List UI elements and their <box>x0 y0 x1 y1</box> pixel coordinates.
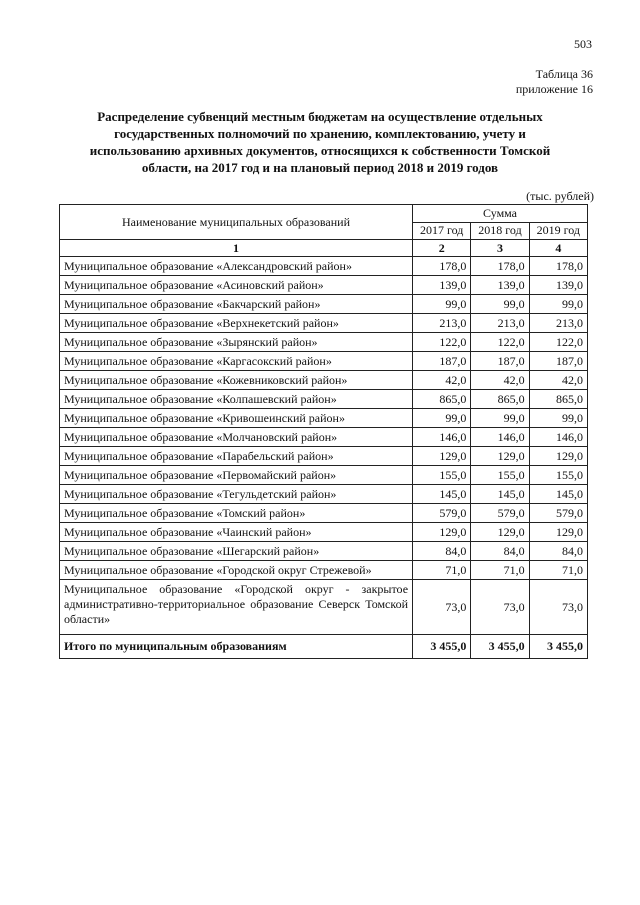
value-2017: 99,0 <box>413 295 471 314</box>
value-2017: 187,0 <box>413 352 471 371</box>
row-name: Муниципальное образование «Шегарский район» <box>60 542 413 561</box>
row-name: Муниципальное образование «Городской округ - закрытое административно-территориальное образование Северск Томской области» <box>60 580 413 635</box>
row-name: Муниципальное образование «Каргасокский район» <box>60 352 413 371</box>
row-name: Муниципальное образование «Тегульдетский район» <box>60 485 413 504</box>
column-number: 1 <box>60 240 413 257</box>
row-name: Муниципальное образование «Кривошеинский район» <box>60 409 413 428</box>
total-2017: 3 455,0 <box>413 635 471 659</box>
value-2019: 42,0 <box>529 371 587 390</box>
table-label: Таблица 36 <box>535 67 593 81</box>
value-2018: 146,0 <box>471 428 529 447</box>
value-2017: 71,0 <box>413 561 471 580</box>
value-2018: 139,0 <box>471 276 529 295</box>
value-2019: 139,0 <box>529 276 587 295</box>
table-row <box>60 390 588 409</box>
row-name: Муниципальное образование «Колпашевский район» <box>60 390 413 409</box>
subsidy-table <box>59 204 588 659</box>
table-row <box>60 466 588 485</box>
row-name: Муниципальное образование «Томский район» <box>60 504 413 523</box>
table-row <box>60 257 588 276</box>
value-2018: 122,0 <box>471 333 529 352</box>
table-row <box>60 314 588 333</box>
header-year-2018: 2018 год <box>471 222 529 240</box>
column-number: 2 <box>413 240 471 257</box>
value-2019: 178,0 <box>529 257 587 276</box>
value-2018: 155,0 <box>471 466 529 485</box>
value-2017: 129,0 <box>413 447 471 466</box>
value-2019: 155,0 <box>529 466 587 485</box>
value-2018: 73,0 <box>471 580 529 635</box>
value-2017: 146,0 <box>413 428 471 447</box>
value-2018: 42,0 <box>471 371 529 390</box>
header-year-2019: 2019 год <box>529 222 587 240</box>
row-name: Муниципальное образование «Верхнекетский район» <box>60 314 413 333</box>
value-2018: 84,0 <box>471 542 529 561</box>
row-name: Муниципальное образование «Асиновский район» <box>60 276 413 295</box>
row-name: Муниципальное образование «Молчановский район» <box>60 428 413 447</box>
value-2017: 579,0 <box>413 504 471 523</box>
value-2019: 99,0 <box>529 295 587 314</box>
column-number: 3 <box>471 240 529 257</box>
value-2019: 865,0 <box>529 390 587 409</box>
value-2018: 579,0 <box>471 504 529 523</box>
table-row <box>60 428 588 447</box>
table-row-seversk <box>60 580 588 635</box>
value-2019: 99,0 <box>529 409 587 428</box>
table-row <box>60 485 588 504</box>
value-2019: 84,0 <box>529 542 587 561</box>
table-row <box>60 447 588 466</box>
header-name: Наименование муниципальных образований <box>60 205 413 240</box>
table-reference <box>516 67 593 97</box>
value-2018: 129,0 <box>471 447 529 466</box>
row-name: Муниципальное образование «Городской округ Стрежевой» <box>60 561 413 580</box>
value-2018: 865,0 <box>471 390 529 409</box>
total-2019: 3 455,0 <box>529 635 587 659</box>
value-2017: 129,0 <box>413 523 471 542</box>
value-2019: 213,0 <box>529 314 587 333</box>
table-row <box>60 333 588 352</box>
table-row <box>60 276 588 295</box>
table-row <box>60 409 588 428</box>
value-2017: 865,0 <box>413 390 471 409</box>
total-label: Итого по муниципальным образованиям <box>60 635 413 659</box>
column-number-row <box>60 240 588 257</box>
value-2018: 99,0 <box>471 409 529 428</box>
column-number: 4 <box>529 240 587 257</box>
document-title: Распределение субвенций местным бюджетам на осуществление отдельных государственных полномочий по хранению, комплектованию, учету и использованию архивных документов, относящихся к собственности Томской области, на 2017 год и на плановый период 2018 и 2019 годов <box>89 109 551 175</box>
value-2019: 71,0 <box>529 561 587 580</box>
row-name: Муниципальное образование «Кожевниковский район» <box>60 371 413 390</box>
table-row <box>60 504 588 523</box>
appendix-label: приложение 16 <box>515 82 593 96</box>
value-2019: 579,0 <box>529 504 587 523</box>
header-year-2017: 2017 год <box>413 222 471 240</box>
value-2018: 178,0 <box>471 257 529 276</box>
total-2018: 3 455,0 <box>471 635 529 659</box>
row-name: Муниципальное образование «Парабельский район» <box>60 447 413 466</box>
row-name: Муниципальное образование «Первомайский район» <box>60 466 413 485</box>
value-2017: 139,0 <box>413 276 471 295</box>
value-2017: 145,0 <box>413 485 471 504</box>
value-2019: 129,0 <box>529 447 587 466</box>
table-row <box>60 371 588 390</box>
row-name: Муниципальное образование «Бакчарский район» <box>60 295 413 314</box>
page-number: 503 <box>574 37 592 51</box>
value-2019: 146,0 <box>529 428 587 447</box>
value-2017: 84,0 <box>413 542 471 561</box>
value-2018: 71,0 <box>471 561 529 580</box>
row-name: Муниципальное образование «Зырянский район» <box>60 333 413 352</box>
table-row <box>60 523 588 542</box>
value-2019: 129,0 <box>529 523 587 542</box>
header-sum: Сумма <box>413 205 588 223</box>
value-2017: 73,0 <box>413 580 471 635</box>
value-2018: 145,0 <box>471 485 529 504</box>
table-row <box>60 561 588 580</box>
value-2017: 122,0 <box>413 333 471 352</box>
value-2017: 42,0 <box>413 371 471 390</box>
value-2019: 122,0 <box>529 333 587 352</box>
value-2019: 187,0 <box>529 352 587 371</box>
value-2018: 129,0 <box>471 523 529 542</box>
table-row <box>60 352 588 371</box>
row-name: Муниципальное образование «Александровский район» <box>60 257 413 276</box>
table-row <box>60 295 588 314</box>
value-2018: 213,0 <box>471 314 529 333</box>
value-2017: 213,0 <box>413 314 471 333</box>
value-2017: 99,0 <box>413 409 471 428</box>
units-label: (тыс. рублей) <box>526 189 594 203</box>
row-name: Муниципальное образование «Чаинский район» <box>60 523 413 542</box>
value-2018: 99,0 <box>471 295 529 314</box>
value-2019: 145,0 <box>529 485 587 504</box>
value-2017: 178,0 <box>413 257 471 276</box>
value-2018: 187,0 <box>471 352 529 371</box>
table-row-total <box>60 635 588 659</box>
table-row <box>60 542 588 561</box>
value-2019: 73,0 <box>529 580 587 635</box>
value-2017: 155,0 <box>413 466 471 485</box>
